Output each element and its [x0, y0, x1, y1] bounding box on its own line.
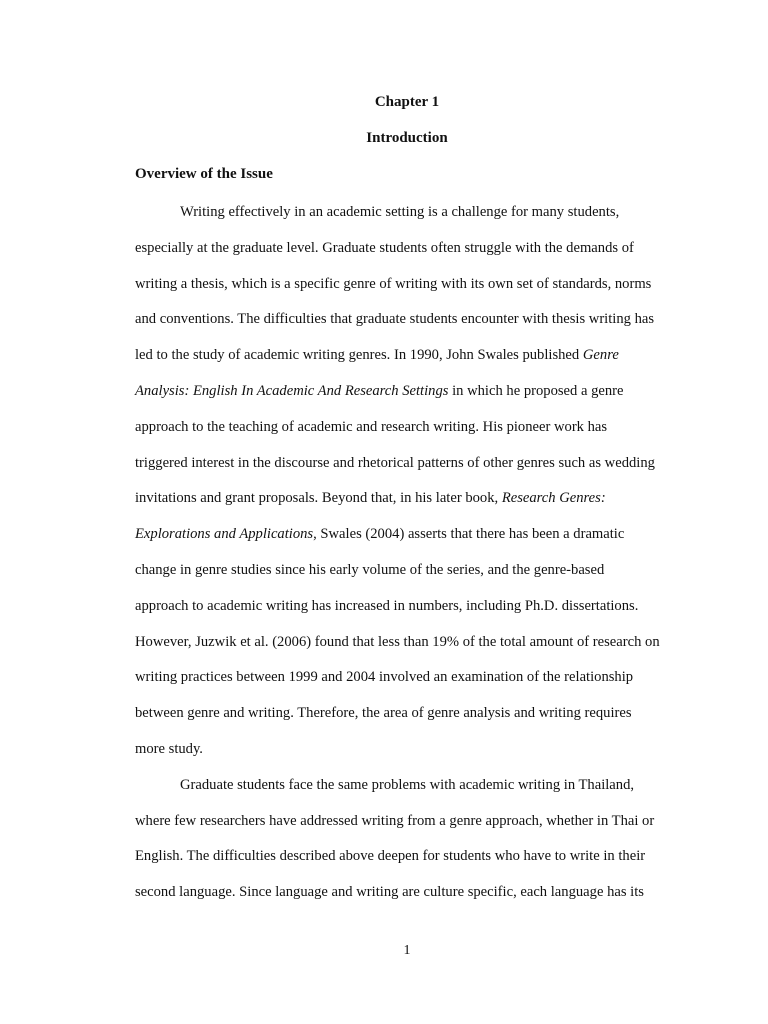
text-segment: English. The difficulties described above deepen for students who have to write in their — [135, 848, 646, 865]
text-segment: approach to academic writing has increased in numbers, including Ph.D. dissertations. — [135, 597, 639, 614]
text-segment: Writing effectively in an academic setting is a challenge for many students, — [180, 204, 620, 220]
text-line — [135, 517, 680, 553]
text-line — [135, 338, 680, 374]
text-segment: in which he proposed a genre — [448, 382, 624, 399]
text-segment: and conventions. The difficulties that graduate students encounter with thesis writing has — [135, 311, 655, 328]
text-line — [135, 660, 680, 696]
text-segment: , Swales (2004) asserts that there has been a dramatic — [313, 526, 625, 543]
text-line — [135, 553, 680, 589]
text-line — [135, 696, 680, 732]
text-line — [135, 768, 680, 804]
text-segment: where few researchers have addressed writing from a genre approach, whether in Thai or — [135, 812, 655, 829]
text-line — [135, 804, 680, 840]
text-segment: Graduate students face the same problems with academic writing in Thailand, — [180, 776, 635, 793]
page-number: 1 — [403, 943, 411, 958]
body-text — [135, 195, 680, 911]
text-line — [135, 195, 680, 231]
text-segment: approach to the teaching of academic and research writing. His pioneer work has — [135, 418, 608, 435]
text-segment: writing a thesis, which is a specific genre of writing with its own set of standards, norms — [135, 275, 652, 292]
italic-title-segment: Genre — [582, 347, 619, 364]
text-segment: led to the study of academic writing genres. In 1990, John Swales published — [135, 347, 583, 364]
text-line — [135, 839, 680, 875]
text-segment: second language. Since language and writing are culture specific, each language has its — [135, 884, 644, 901]
text-line — [135, 302, 680, 338]
chapter-label: Chapter 1 — [374, 94, 440, 110]
text-segment: triggered interest in the discourse and rhetorical patterns of other genres such as wedding — [135, 454, 655, 471]
text-line — [135, 625, 680, 661]
text-line — [135, 446, 680, 482]
text-line — [135, 481, 680, 517]
text-line — [135, 410, 680, 446]
text-segment: invitations and grant proposals. Beyond that, in his later book, — [135, 490, 502, 507]
text-line — [135, 732, 680, 768]
text-line — [135, 875, 680, 911]
text-segment: especially at the graduate level. Graduate students often struggle with the demands of — [135, 239, 634, 256]
italic-title-segment: Analysis: English In Academic And Research Settings — [135, 382, 449, 399]
text-segment: However, Juzwik et al. (2006) found that less than 19% of the total amount of research on — [135, 633, 660, 650]
text-line — [135, 231, 680, 267]
text-segment: more study. — [135, 740, 203, 757]
text-line — [135, 589, 680, 625]
text-segment: change in genre studies since his early volume of the series, and the genre-based — [135, 561, 605, 578]
text-segment: writing practices between 1999 and 2004 involved an examination of the relationship — [135, 669, 634, 686]
text-line — [135, 267, 680, 303]
chapter-title: Introduction — [366, 130, 448, 146]
italic-title-segment: Explorations and Applications — [135, 526, 314, 543]
section-heading: Overview of the Issue — [135, 166, 273, 182]
text-line — [135, 374, 680, 410]
text-segment: between genre and writing. Therefore, the area of genre analysis and writing requires — [135, 705, 632, 722]
italic-title-segment: Research Genres: — [501, 490, 606, 507]
